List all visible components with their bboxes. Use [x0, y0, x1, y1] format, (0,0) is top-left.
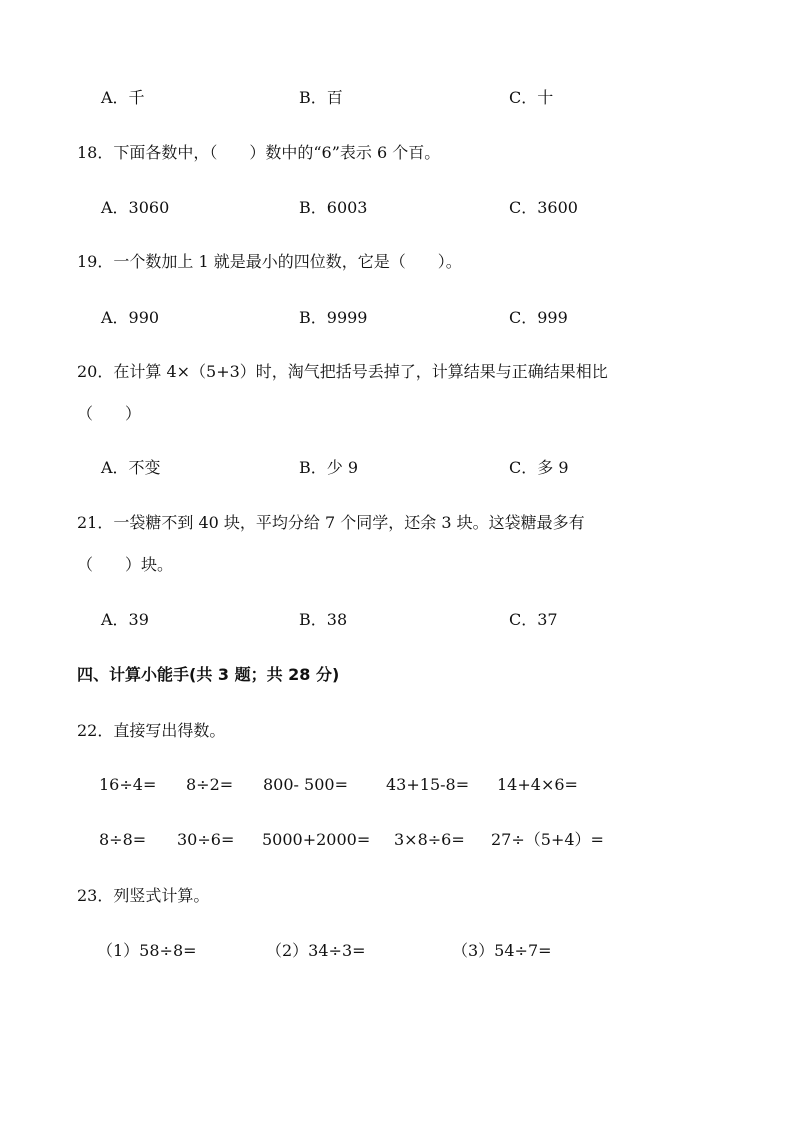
q18-option-b: B．6003	[299, 198, 368, 217]
q19-option-b: B．9999	[299, 308, 368, 327]
q22-calc-4: 43+15-8=	[386, 775, 470, 794]
q22-calc-10: 27÷（5+4）=	[491, 830, 604, 849]
q22-calc-3: 800- 500=	[263, 775, 348, 794]
q21-option-a: A．39	[101, 610, 149, 629]
q20-option-c: C．多 9	[509, 458, 569, 477]
section-4-title: 四、计算小能手(共 3 题；共 28 分)	[77, 665, 340, 684]
q19-option-c: C．999	[509, 308, 568, 327]
q21-option-b: B．38	[299, 610, 348, 629]
q23-item-1: （1）58÷8=	[97, 941, 197, 960]
q22-calc-2: 8÷2=	[186, 775, 234, 794]
q19-option-a: A．990	[101, 308, 160, 327]
q22-calc-6: 8÷8=	[99, 830, 147, 849]
q17-option-b: B．百	[299, 88, 343, 107]
q21-option-c: C．37	[509, 610, 558, 629]
q22-calc-7: 30÷6=	[177, 830, 235, 849]
q17-option-c: C．十	[509, 88, 554, 107]
q22-calc-5: 14+4×6=	[497, 775, 578, 794]
q20-option-b: B．少 9	[299, 458, 359, 477]
q23-text: 23．列竖式计算。	[77, 886, 210, 905]
q22-calc-9: 3×8÷6=	[394, 830, 465, 849]
q19-text: 19．一个数加上 1 就是最小的四位数，它是（ ）。	[77, 252, 462, 271]
q21-text-line2: （ ）块。	[77, 555, 174, 574]
q20-text-line2: （ ）	[77, 404, 142, 423]
q22-calc-1: 16÷4=	[99, 775, 157, 794]
q22-calc-8: 5000+2000=	[262, 830, 371, 849]
q22-text: 22．直接写出得数。	[77, 721, 226, 740]
q17-option-a: A．千	[101, 88, 145, 107]
q18-option-c: C．3600	[509, 198, 578, 217]
q18-option-a: A．3060	[101, 198, 170, 217]
q23-item-3: （3）54÷7=	[452, 941, 552, 960]
q18-text: 18．下面各数中，（ ）数中的“6”表示 6 个百。	[77, 143, 441, 162]
q23-item-2: （2）34÷3=	[266, 941, 366, 960]
q21-text-line1: 21．一袋糖不到 40 块，平均分给 7 个同学，还余 3 块。这袋糖最多有	[77, 513, 585, 532]
q20-option-a: A．不变	[101, 458, 161, 477]
q20-text-line1: 20．在计算 4×（5+3）时，淘气把括号丢掉了，计算结果与正确结果相比	[77, 362, 608, 381]
